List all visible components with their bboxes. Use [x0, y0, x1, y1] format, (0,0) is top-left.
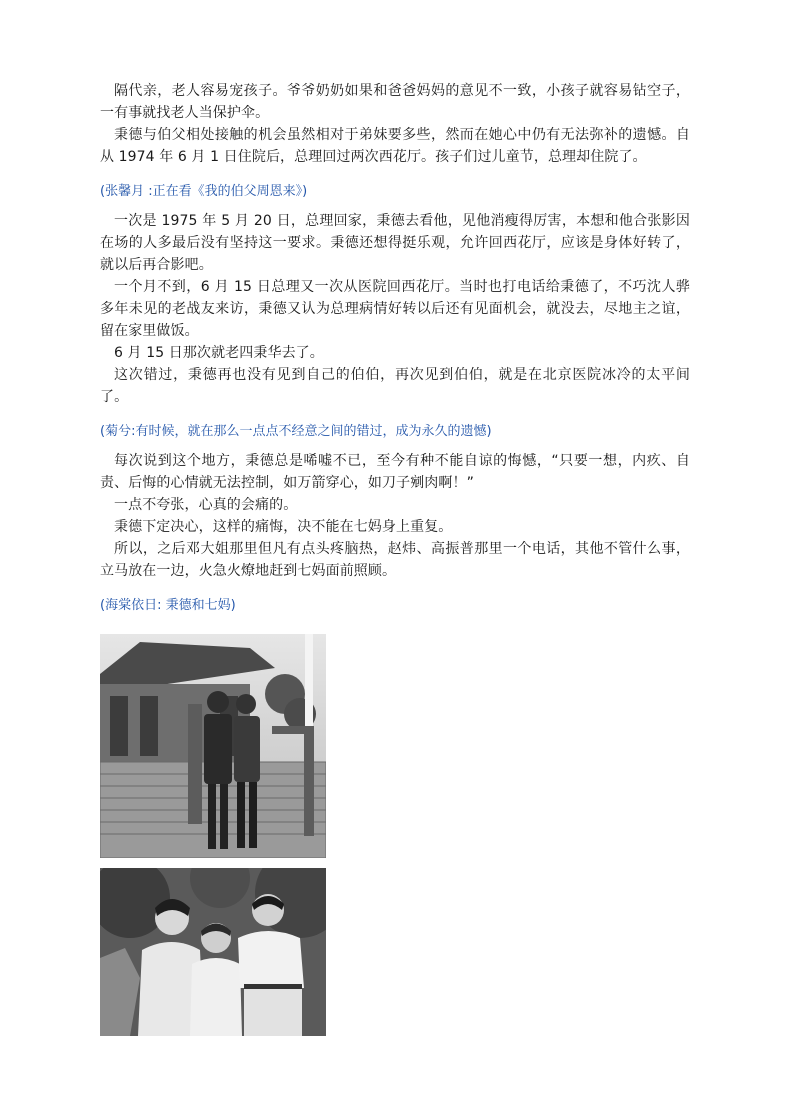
paragraph: 所以，之后邓大姐那里但凡有点头疼脑热，赵炜、高振普那里一个电话，其他不管什么事，立马放在一边，火急火燎地赶到七妈面前照顾。: [100, 541, 690, 579]
paragraph: 一个月不到，6 月 15 日总理又一次从医院回西花厅。当时也打电话给秉德了，不巧沈人骅多年未见的老战友来访，秉德又认为总理病情好转以后还有见面机会，就没去，尽地主之谊，留在家里做饭。: [100, 279, 690, 339]
section-3: [100, 422, 690, 582]
comment-caption: (海棠依日: 秉德和七妈): [100, 598, 236, 613]
section-2: [100, 182, 690, 408]
section-4: [100, 596, 690, 616]
paragraph: 隔代亲，老人容易宠孩子。爷爷奶奶如果和爸爸妈妈的意见不一致，小孩子就容易钻空子，一有事就找老人当保护伞。: [100, 83, 690, 121]
photo-two-women-on-steps: [100, 634, 326, 858]
article-body: [100, 80, 690, 630]
paragraph: 一点不夸张，心真的会痛的。: [114, 497, 298, 513]
paragraph: 秉德与伯父相处接触的机会虽然相对于弟妹要多些，然而在她心中仍有无法弥补的遗憾。自从 1974 年 6 月 1 日住院后，总理回过两次西花厅。孩子们过儿童节，总理却住院了。: [100, 127, 690, 165]
photo-three-people: [100, 868, 326, 1036]
paragraph: 6 月 15 日那次就老四秉华去了。: [114, 345, 324, 361]
paragraph: 一次是 1975 年 5 月 20 日，总理回家，秉德去看他，见他消瘦得厉害，本想和他合张影因在场的人多最后没有坚持这一要求。秉德还想得挺乐观，允许回西花厅，应该是身体好转了，就以后再合影吧。: [100, 213, 690, 273]
section-1: [100, 80, 690, 168]
paragraph: 每次说到这个地方，秉德总是唏嘘不已，至今有种不能自谅的悔憾，“只要一想，内疚、自责、后悔的心情就无法控制，如万箭穿心，如刀子剜肉啊！”: [100, 453, 690, 491]
paragraph: 秉德下定决心，这样的痛悔，决不能在七妈身上重复。: [114, 519, 453, 535]
comment-caption: (菊兮:有时候，就在那么一点点不经意之间的错过，成为永久的遗憾): [100, 424, 492, 439]
paragraph: 这次错过，秉德再也没有见到自己的伯伯，再次见到伯伯，就是在北京医院冰冷的太平间了。: [100, 367, 690, 405]
comment-caption: (张馨月 :正在看《我的伯父周恩来》): [100, 184, 308, 199]
